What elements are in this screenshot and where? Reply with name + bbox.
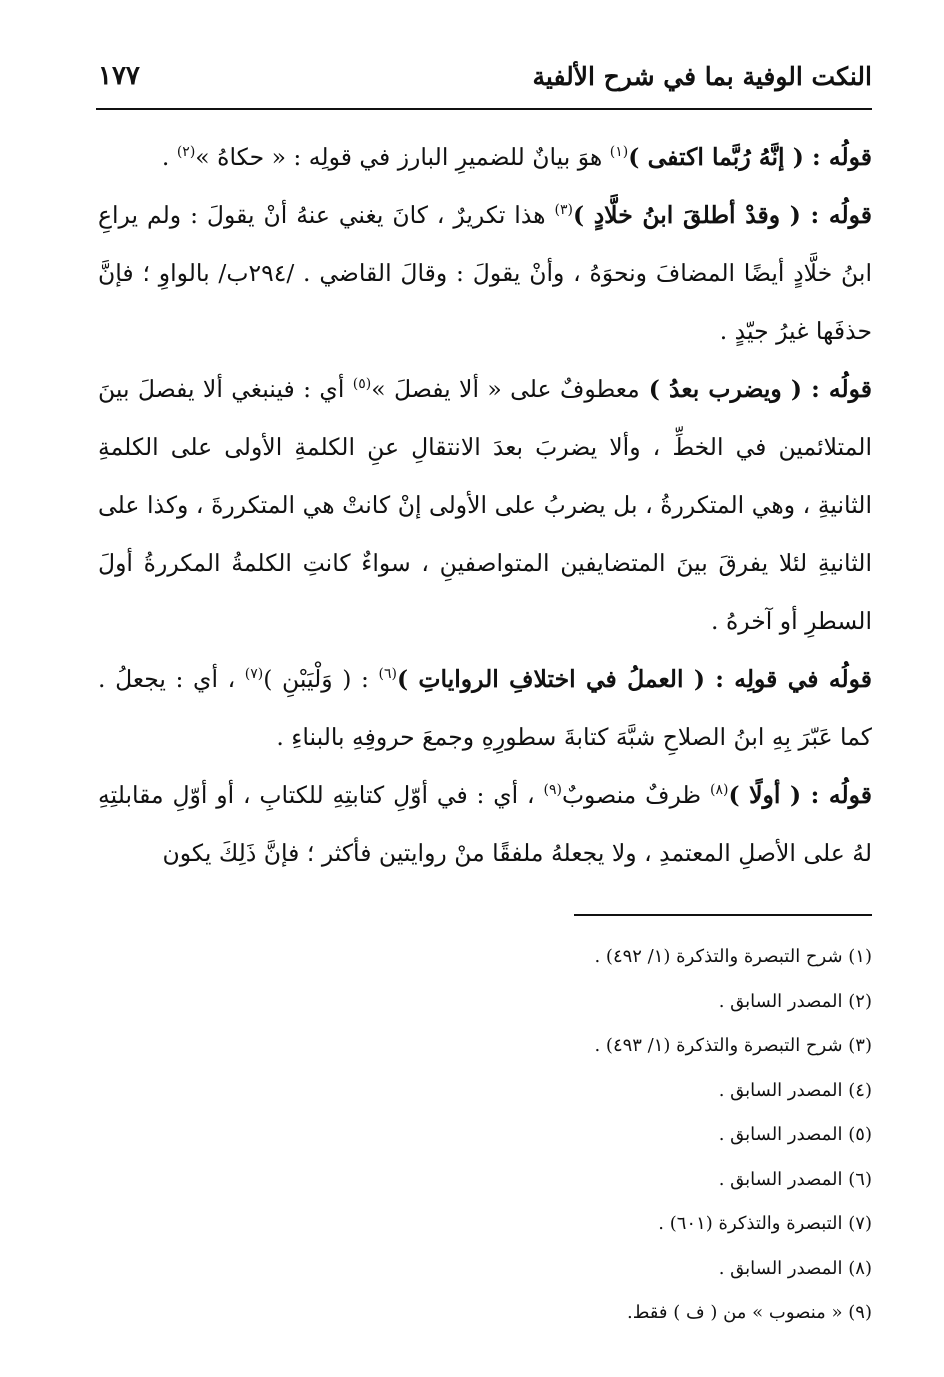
bold-text-run: ) xyxy=(396,665,419,693)
footnote-reference: (٧) xyxy=(244,666,264,683)
text-run: ، أي : في أوّلِ كتابتِهِ للكتابِ ، أو أوّلِ مقابلتِهِ لهُ على الأصلِ المعتمدِ ، ولا يجعلهُ ملفقًا منْ روايتين فأكثر ؛ فإنَّ ذَلِكَ يكون xyxy=(98,781,872,867)
footnote: (٧) التبصرة والتذكرة (٦٠١) . xyxy=(658,1213,872,1234)
text-run: . xyxy=(161,143,177,171)
text-run: هوَ بيانٌ للضميرِ البارز في قولِه : « حكاهُ » xyxy=(195,143,610,171)
bold-text-run: قولُه : ( xyxy=(781,375,872,403)
bold-text-run: ) xyxy=(628,143,648,171)
footnote: (١) شرح التبصرة والتذكرة (١/ ٤٩٢) . xyxy=(594,946,872,967)
footnote-reference: (٣) xyxy=(554,202,573,219)
footnote-reference: (٢) xyxy=(176,144,196,161)
bold-text-run: إنَّهُ رُبَّما اكتفى xyxy=(647,143,785,171)
footnote: (٣) شرح التبصرة والتذكرة (١/ ٤٩٣) . xyxy=(594,1035,872,1056)
main-text xyxy=(98,128,872,882)
footnote: (٥) المصدر السابق . xyxy=(718,1124,872,1145)
bold-text-run: ويضرب بعدُ xyxy=(669,375,782,403)
footnotes xyxy=(98,935,872,1336)
footnote-reference: (٨) xyxy=(709,782,729,799)
footnote: (٢) المصدر السابق . xyxy=(718,990,872,1012)
bold-text-run: ) xyxy=(572,201,594,229)
footnote-reference: (١) xyxy=(609,144,629,161)
bold-text-run: قولُه : ( xyxy=(780,781,872,809)
bold-text-run: قولُه : ( xyxy=(784,143,872,171)
text-run: هذا تكريرٌ ، كانَ يغني عنهُ أنْ يقولَ : ولم يراعِ ابنُ خلَّادٍ أيضًا المضافَ ونحوَهُ ، وأنْ يقولَ : وقالَ القاضي . /٢٩٤ب/ بالواوِ ؛ فإنَّ حذفَها غيرُ جيّدٍ . xyxy=(98,201,872,345)
paragraph xyxy=(98,650,872,766)
footnote: (٨) المصدر السابق . xyxy=(718,1257,872,1279)
footnote: (٦) المصدر السابق . xyxy=(718,1168,872,1190)
bold-text-run: أولًا xyxy=(749,781,781,809)
text-run: ظرفٌ منصوبٌ xyxy=(561,781,710,809)
paragraph xyxy=(98,128,872,186)
running-title: النكت الوفية بما في شرح الألفية xyxy=(532,61,872,91)
footnote-reference: (٥) xyxy=(352,376,372,393)
header-rule xyxy=(96,108,872,110)
bold-text-run: قولُه في قولِه : ( xyxy=(683,665,872,693)
bold-text-run: قولُه : ( xyxy=(780,201,872,229)
text-run: » xyxy=(371,375,395,403)
text-run: ألا يفصلَ xyxy=(394,375,479,403)
paragraph xyxy=(98,766,872,882)
bold-text-run: العملُ في اختلافِ الرواياتِ xyxy=(418,665,684,693)
footnote: (٤) المصدر السابق . xyxy=(718,1079,872,1101)
bold-text-run: ) xyxy=(639,375,670,403)
text-run: ، أي : يجعلُ . كما عَبّرَ بِهِ ابنُ الصلاحِ شبَّهَ كتابةَ سطورِهِ وجمعَ حروفِهِ بالبناءِ . xyxy=(98,665,872,751)
paragraph xyxy=(98,360,872,650)
page-header xyxy=(98,52,872,100)
bold-text-run: وقدْ أطلقَ ابنُ خلَّادٍ xyxy=(593,201,781,229)
text-run: أي : فينبغي ألا يفصلَ بينَ المتلائمين في الخطِّ ، وألا يضربَ بعدَ الانتقالِ عنِ الكلمةِ الأولى على الكلمةِ الثانيةِ ، وهي المتكررةُ ، بل يضربُ على الأولى إنْ كانتْ هي المتكررةَ ، وكذا على الثانيةِ لئلا يفرقَ بينَ المتضايفين المتواصفينِ ، سواءٌ كانتِ الكلمةُ المكررةُ أولَ السطرِ أو آخرهُ . xyxy=(98,375,872,635)
footnote-reference: (٩) xyxy=(543,782,562,799)
text-run: معطوفٌ على « xyxy=(478,375,640,403)
paragraph xyxy=(98,186,872,360)
footnote-rule xyxy=(574,914,872,916)
footnote-reference: (٦) xyxy=(378,666,397,683)
page-number: ١٧٧ xyxy=(98,61,140,91)
bold-text-run: ) xyxy=(728,781,750,809)
footnote: (٩) « منصوب » من ( ف ) فقط. xyxy=(626,1302,872,1323)
text-run: : ( وَلْيَبْنِ ) xyxy=(263,665,379,693)
